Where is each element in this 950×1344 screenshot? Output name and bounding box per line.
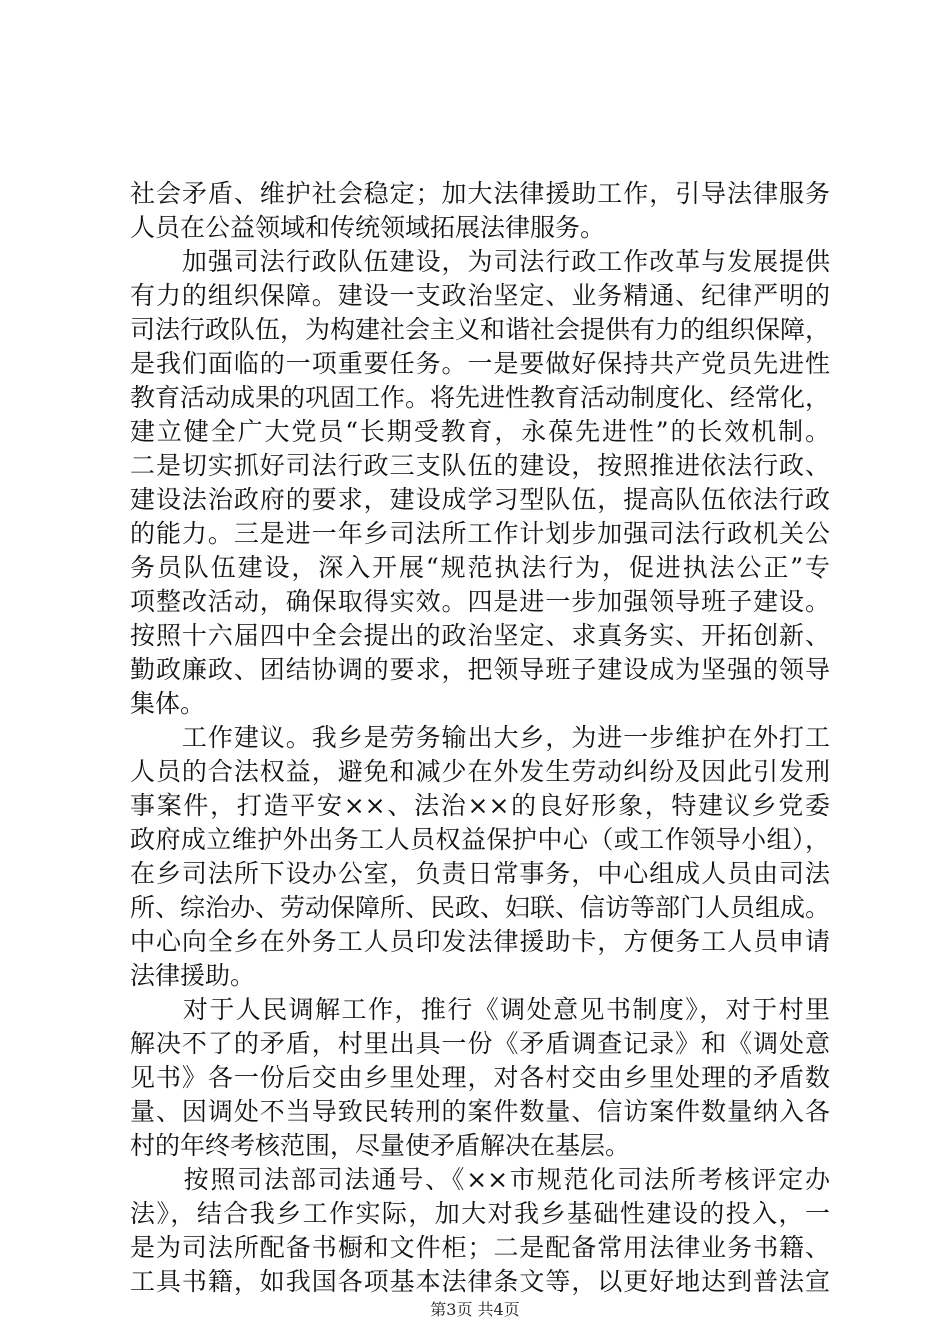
text-line: 加强司法行政队伍建设，为司法行政工作改革与发展提供	[130, 247, 830, 276]
text-line: 工作建议。我乡是劳务输出大乡，为进一步维护在外打工	[130, 723, 830, 752]
text-line: 对于人民调解工作，推行《调处意见书制度》，对于村里	[130, 995, 830, 1024]
text-line: 量、因调处不当导致民转刑的案件数量、信访案件数量纳入各	[130, 1097, 830, 1126]
text-line: 司法行政队伍，为构建社会主义和谐社会提供有力的组织保障，	[130, 315, 830, 344]
text-line: 有力的组织保障。建设一支政治坚定、业务精通、纪律严明的	[130, 281, 830, 310]
text-line: 法律援助。	[130, 961, 256, 990]
text-line: 教育活动成果的巩固工作。将先进性教育活动制度化、经常化，	[130, 383, 830, 412]
text-line: 二是切实抓好司法行政三支队伍的建设，按照推进依法行政、	[130, 451, 830, 480]
text-line: 所、综治办、劳动保障所、民政、妇联、信访等部门人员组成。	[130, 893, 830, 922]
text-line: 项整改活动，确保取得实效。四是进一步加强领导班子建设。	[130, 587, 830, 616]
text-line: 事案件，打造平安××、法治××的良好形象，特建议乡党委	[130, 791, 830, 820]
text-line: 工具书籍，如我国各项基本法律条文等，以更好地达到普法宣	[130, 1267, 830, 1296]
text-line: 集体。	[130, 689, 206, 718]
page-number-footer: 第3页 共4页	[430, 1300, 520, 1319]
text-line: 建设法治政府的要求，建设成学习型队伍，提高队伍依法行政	[130, 485, 830, 514]
text-line: 是我们面临的一项重要任务。一是要做好保持共产党员先进性	[130, 349, 830, 378]
text-line: 按照十六届四中全会提出的政治坚定、求真务实、开拓创新、	[130, 621, 830, 650]
text-line: 人员在公益领域和传统领域拓展法律服务。	[130, 213, 606, 242]
text-line: 社会矛盾、维护社会稳定；加大法律援助工作，引导法律服务	[130, 179, 830, 208]
text-line: 建立健全广大党员“长期受教育，永葆先进性”的长效机制。	[130, 417, 830, 446]
text-line: 勤政廉政、团结协调的要求，把领导班子建设成为坚强的领导	[130, 655, 830, 684]
text-line: 法》，结合我乡工作实际，加大对我乡基础性建设的投入，一	[130, 1199, 830, 1228]
text-line: 解决不了的矛盾，村里出具一份《矛盾调查记录》和《调处意	[130, 1029, 830, 1058]
text-line: 的能力。三是进一年乡司法所工作计划步加强司法行政机关公	[130, 519, 830, 548]
text-line: 按照司法部司法通号、《××市规范化司法所考核评定办	[130, 1165, 830, 1194]
text-line: 中心向全乡在外务工人员印发法律援助卡，方便务工人员申请	[130, 927, 830, 956]
text-line: 在乡司法所下设办公室，负责日常事务，中心组成人员由司法	[130, 859, 830, 888]
text-line: 村的年终考核范围，尽量使矛盾解决在基层。	[130, 1131, 631, 1160]
text-line: 人员的合法权益，避免和减少在外发生劳动纠纷及因此引发刑	[130, 757, 830, 786]
text-line: 见书》各一份后交由乡里处理，对各村交由乡里处理的矛盾数	[130, 1063, 830, 1092]
text-line: 政府成立维护外出务工人员权益保护中心（或工作领导小组），	[130, 825, 830, 854]
text-line: 务员队伍建设，深入开展“规范执法行为，促进执法公正”专	[130, 553, 830, 582]
text-line: 是为司法所配备书橱和文件柜；二是配备常用法律业务书籍、	[130, 1233, 830, 1262]
